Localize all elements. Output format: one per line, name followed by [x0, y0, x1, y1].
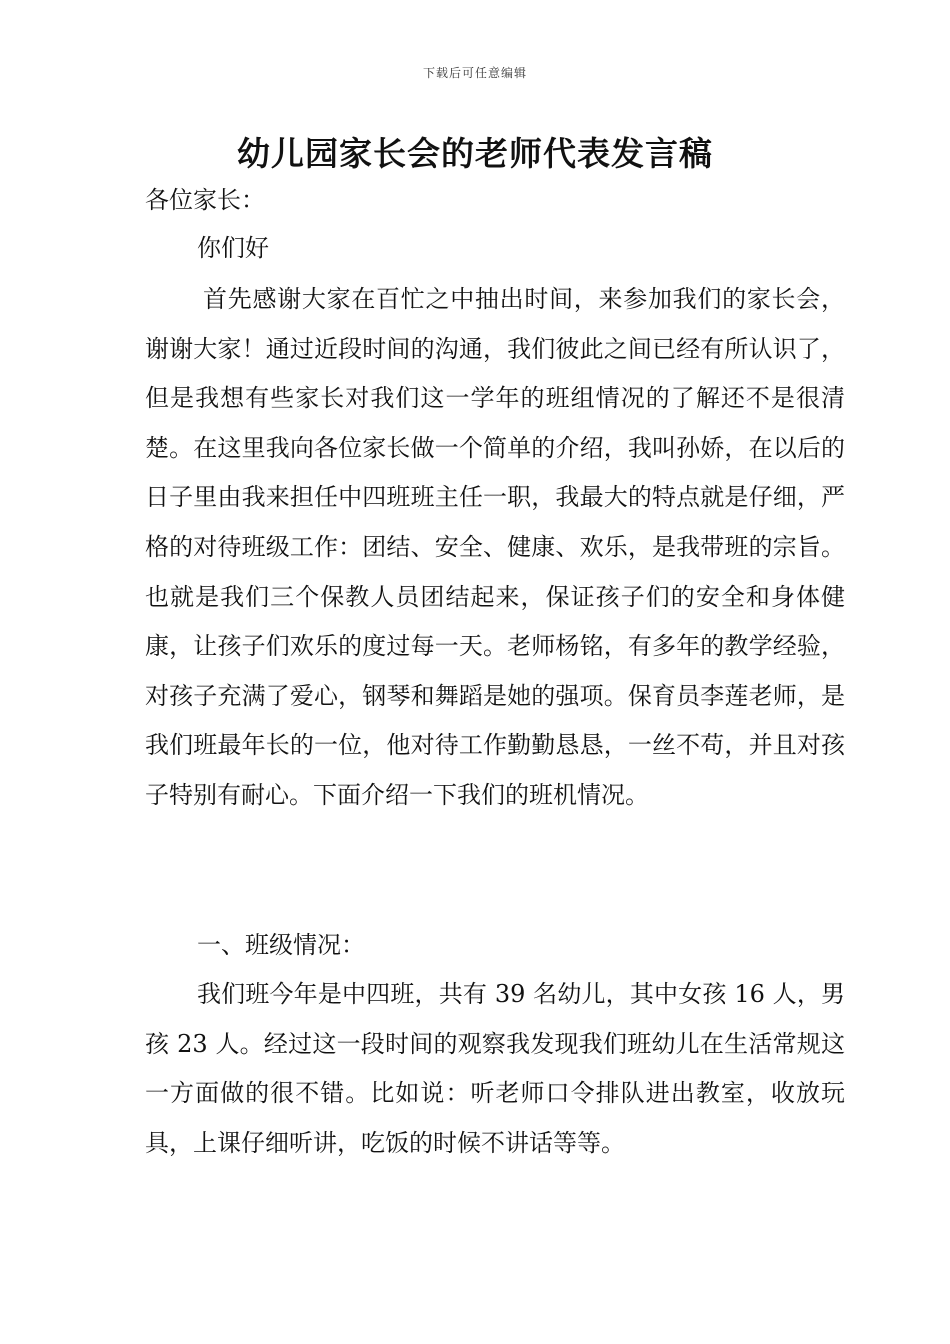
header-note: 下载后可任意编辑: [422, 66, 527, 80]
paragraph-class-situation: 我们班今年是中四班，共有 39 名幼儿，其中女孩 16 人，男孩 23 人。经过这一段时间的观察我发现我们班幼儿在生活常规这一方面做的很不错。比如说：听老师口令排队进出教室，收放玩具，上课仔细听讲，吃饭的时候不讲话等等。: [145, 980, 845, 1157]
paragraph-introduction: 首先感谢大家在百忙之中抽出时间，来参加我们的家长会，谢谢大家！通过近段时间的沟通，我们彼此之间已经有所认识了，但是我想有些家长对我们这一学年的班组情况的了解还不是很清楚。在这里我向各位家长做一个简单的介绍，我叫孙娇，在以后的日子里由我来担任中四班班主任一职，我最大的特点就是仔细，严格的对待班级工作：团结、安全、健康、欢乐，是我带班的宗旨。也就是我们三个保教人员团结起来，保证孩子们的安全和身体健康，让孩子们欢乐的度过每一天。老师杨铭，有多年的教学经验，对孩子充满了爱心，钢琴和舞蹈是她的强项。保育员李莲老师，是我们班最年长的一位，他对待工作勤勤恳恳，一丝不苟，并且对孩子特别有耐心。下面介绍一下我们的班机情况。: [145, 285, 845, 809]
section-heading-class-situation: 一、班级情况：: [197, 931, 365, 959]
document-title: 幼儿园家长会的老师代表发言稿: [237, 134, 713, 173]
salutation: 各位家长：: [145, 186, 265, 214]
greeting: 你们好: [197, 234, 269, 262]
